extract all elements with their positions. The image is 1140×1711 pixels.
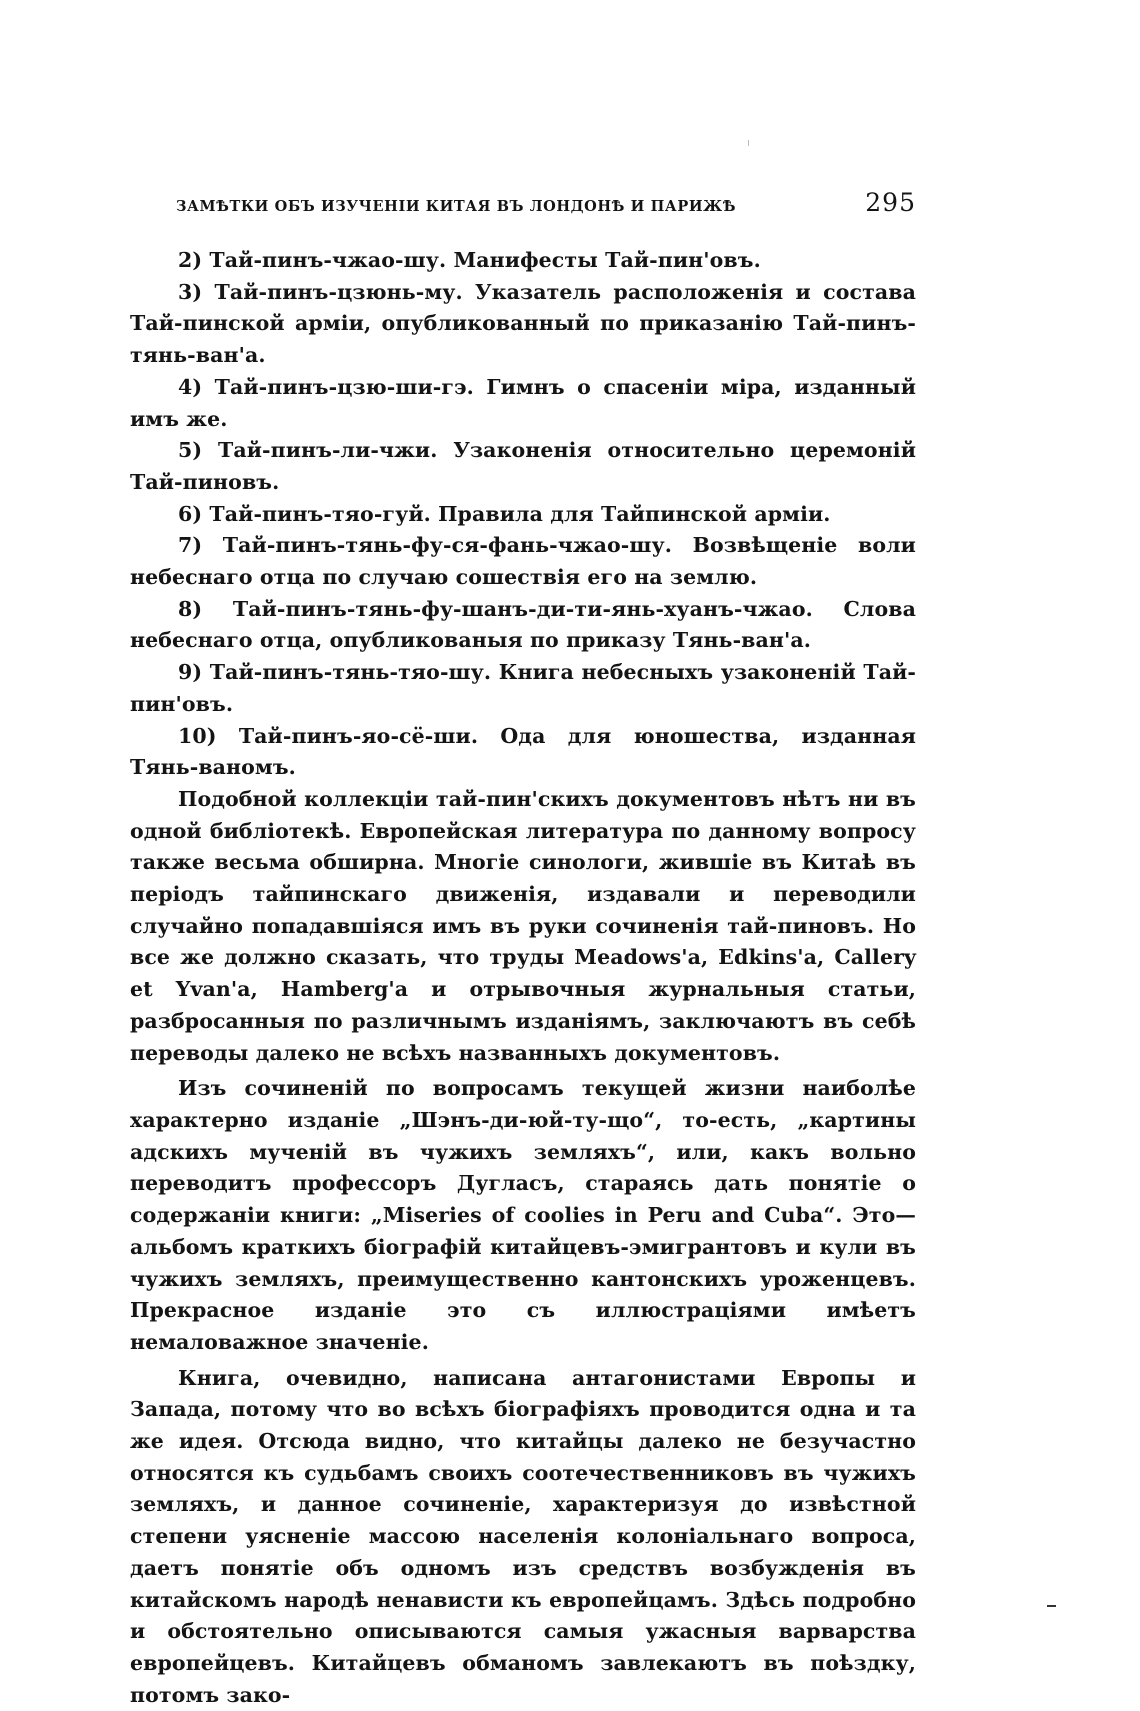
page-number: 295 bbox=[865, 188, 916, 217]
list-item-5: 5) Тай-пинъ-ли-чжи. Узаконенія относительно церемоній Тай-пиновъ. bbox=[130, 438, 916, 494]
paragraph-publication: Изъ сочиненій по вопросамъ текущей жизни наиболѣе характерно изданіе „Шэнъ-ди-юй-ту-що“, то-есть, „картины адскихъ мученій въ чужихъ земляхъ“, или, какъ вольно переводитъ профессоръ Дугласъ, стараясь дать понятіе о содержаніи книги: „Miseries of coolies in Peru and Cuba“. Это—альбомъ краткихъ біографій китайцевъ-эмигрантовъ и кули въ чужихъ земляхъ, преимущественно кантонскихъ уроженцевъ. Прекрасное изданіе это съ иллюстраціями имѣетъ немаловажное значеніе. bbox=[130, 1076, 916, 1354]
list-item-10: 10) Тай-пинъ-яо-сё-ши. Ода для юношества, изданная Тянь-ваномъ. bbox=[130, 723, 916, 780]
scan-speck bbox=[748, 140, 749, 146]
list-item-3: 3) Тай-пинъ-цзюнь-му. Указатель расположенія и состава Тай-пинской арміи, опубликованный по приказанію Тай-пинъ-тянь-ван'а. bbox=[130, 279, 916, 368]
page-header bbox=[176, 188, 916, 217]
list-item-7: 7) Тай-пинъ-тянь-фу-ся-фань-чжао-шу. Возвѣщеніе воли небеснаго отца по случаю сошествія его на землю. bbox=[130, 533, 916, 590]
running-head: ЗАМѢТКИ ОБЪ ИЗУЧЕНІИ КИТАЯ ВЪ ЛОНДОНѢ И ПАРИЖѢ bbox=[176, 198, 737, 215]
margin-mark bbox=[1047, 1605, 1056, 1607]
page-body bbox=[130, 245, 916, 1711]
list-item-9: 9) Тай-пинъ-тянь-тяо-шу. Книга небесныхъ узаконеній Тай-пин'овъ. bbox=[130, 660, 916, 716]
paragraph-book: Книга, очевидно, написана антагонистами Европы и Запада, потому что во всѣхъ біографіяхъ проводится одна и та же идея. Отсюда видно, что китайцы далеко не безучастно относятся къ судьбамъ своихъ соотечественниковъ въ чужихъ земляхъ, и данное сочиненіе, характеризуя до извѣстной степени уясненіе массою населенія колоніальнаго вопроса, даетъ понятіе объ одномъ изъ средствъ возбужденія въ китайскомъ народѣ ненависти къ европейцамъ. Здѣсь подробно и обстоятельно описываются самыя ужасныя варварства европейцевъ. Китайцевъ обманомъ завлекаютъ въ поѣздку, потомъ зако- bbox=[130, 1365, 916, 1707]
list-item-6: 6) Тай-пинъ-тяо-гуй. Правила для Тайпинской арміи. bbox=[178, 501, 831, 526]
list-item-8: 8) Тай-пинъ-тянь-фу-шанъ-ди-ти-янь-хуанъ-чжао. Слова небеснаго отца, опубликованыя по приказу Тянь-ван'а. bbox=[130, 596, 916, 653]
list-item-2: 2) Тай-пинъ-чжао-шу. Манифесты Тай-пин'овъ. bbox=[178, 248, 761, 272]
list-item-4: 4) Тай-пинъ-цзю-ши-гэ. Гимнъ о спасеніи міра, изданный имъ же. bbox=[130, 374, 916, 431]
paragraph-literature: Подобной коллекціи тай-пин'скихъ документовъ нѣтъ ни въ одной библіотекѣ. Европейская литература по данному вопросу также весьма обширна. Многіе синологи, жившіе въ Китаѣ въ періодъ тайпинскаго движенія, издавали и переводили случайно попадавшіяся имъ въ руки сочиненія тай-пиновъ. Но все же должно сказать, что труды Meadows'а, Edkins'а, Callery et Yvan'а, Hamberg'а и отрывочныя журнальныя статьи, разбросанныя по различнымъ изданіямъ, заключаютъ въ себѣ переводы далеко не всѣхъ названныхъ документовъ. bbox=[130, 786, 916, 1065]
